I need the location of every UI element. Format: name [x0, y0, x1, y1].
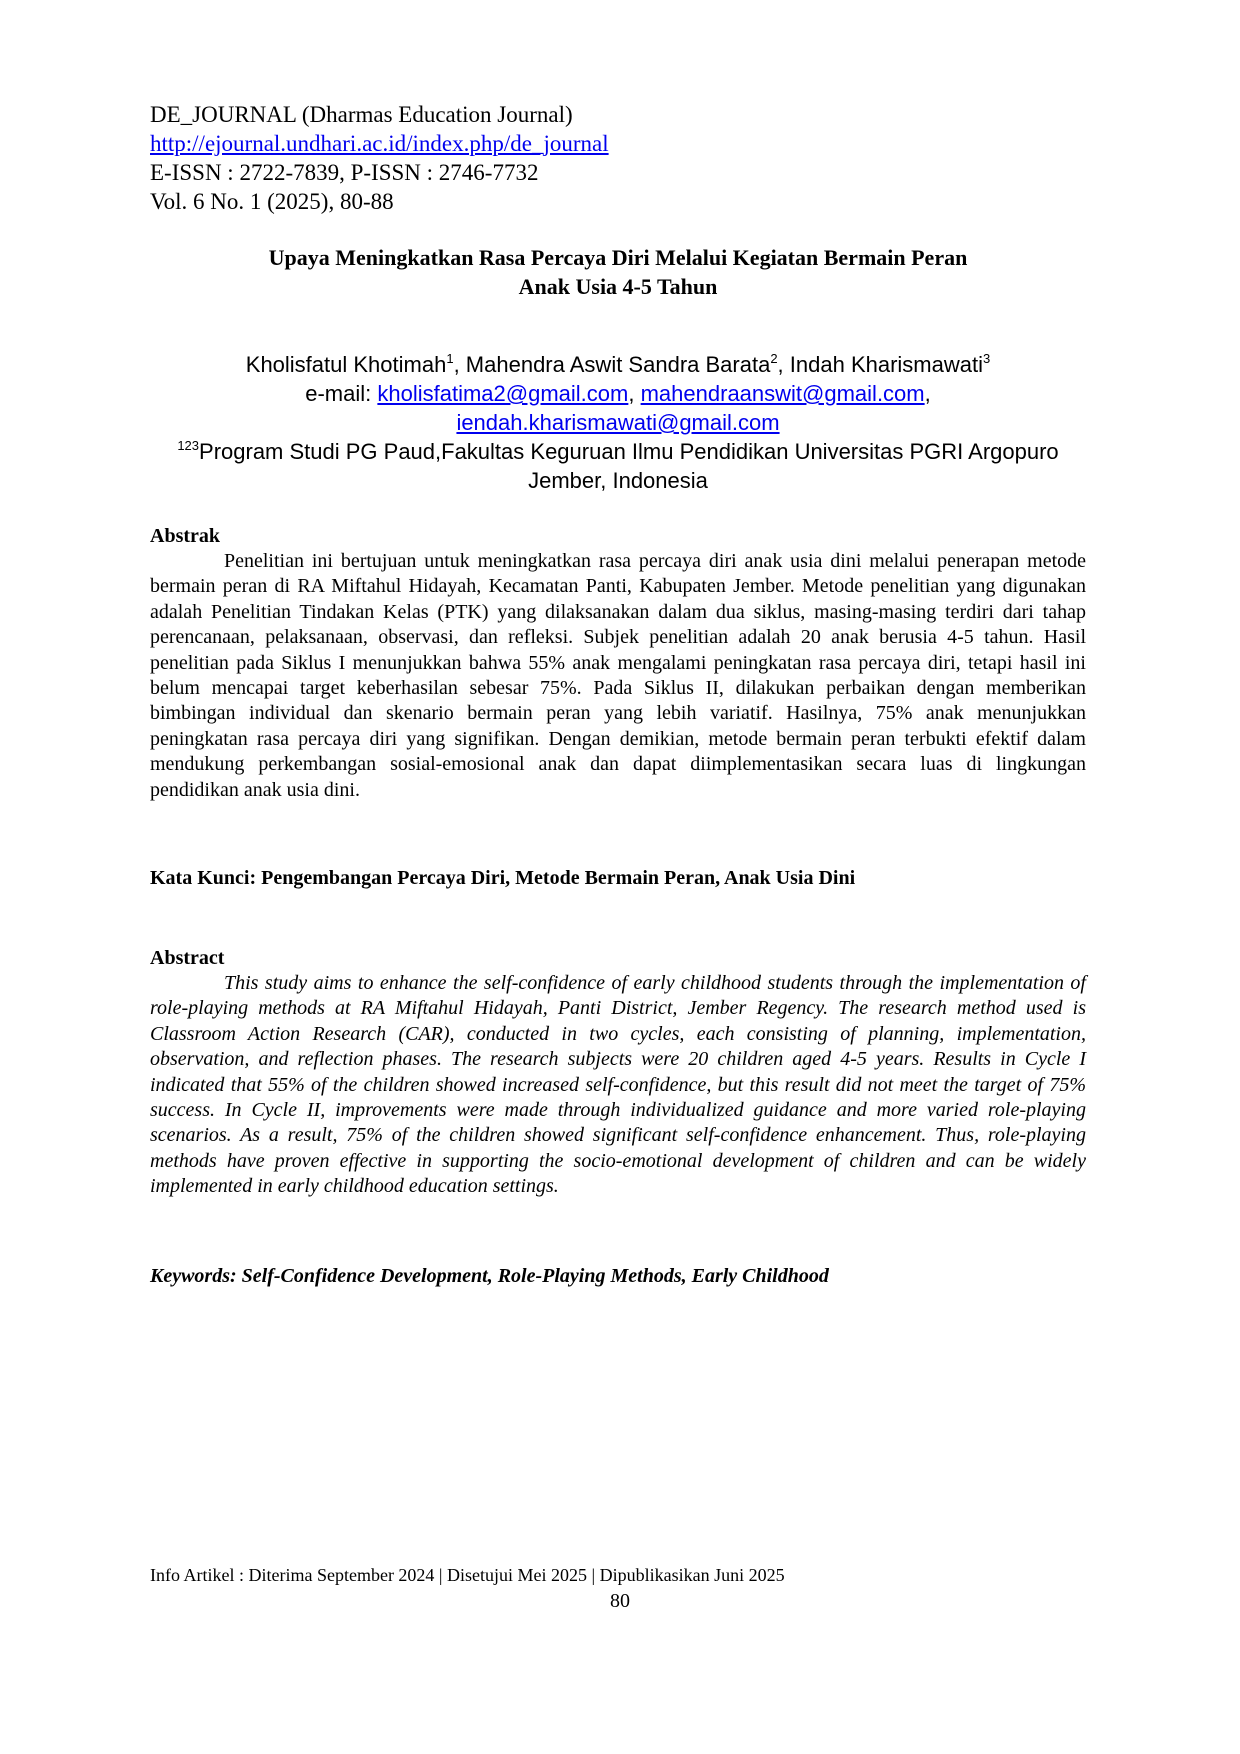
- abstrak-section: [150, 523, 1086, 803]
- author-3: Indah Kharismawati: [789, 352, 983, 377]
- author-separator: ,: [453, 352, 466, 377]
- email-link-3[interactable]: iendah.kharismawati@gmail.com: [456, 410, 780, 435]
- article-info: Info Artikel : Diterima September 2024 | Disetujui Mei 2025 | Dipublikasikan Juni 2025: [150, 1565, 785, 1585]
- email-line-2: [150, 408, 1086, 437]
- author-1: Kholisfatul Khotimah: [245, 352, 447, 377]
- journal-issn: E-ISSN : 2722-7839, P-ISSN : 2746-7732: [150, 160, 539, 185]
- email-line: [150, 379, 1086, 408]
- email-label: e-mail:: [305, 381, 378, 406]
- email-comma: ,: [924, 381, 931, 406]
- journal-name: DE_JOURNAL (Dharmas Education Journal): [150, 102, 573, 127]
- email-link-2[interactable]: mahendraanswit@gmail.com: [640, 381, 925, 406]
- abstrak-heading: Abstrak: [150, 525, 221, 547]
- affiliation-mark: 123: [177, 438, 200, 453]
- author-list: [150, 350, 1086, 379]
- page-number: 80: [610, 1590, 630, 1612]
- affiliation-line-2: Jember, Indonesia: [528, 468, 708, 493]
- abstrak-body: Penelitian ini bertujuan untuk meningkatkan rasa percaya diri anak usia dini melalui penerapan metode bermain peran di RA Miftahul Hidayah, Kecamatan Panti, Kabupaten Jember. Metode penelitian yang digunakan adalah Penelitian Tindakan Kelas (PTK) yang dilaksanakan dalam dua siklus, masing-masing terdiri dari tahap perencanaan, pelaksanaan, observasi, dan refleksi. Subjek penelitian adalah 20 anak berusia 4-5 tahun. Hasil penelitian pada Siklus I menunjukkan bahwa 55% anak mengalami peningkatan rasa percaya diri, tetapi hasil ini belum mencapai target keberhasilan sebesar 75%. Pada Siklus II, dilakukan perbaikan dengan memberikan bimbingan individual dan skenario bermain peran yang lebih variatif. Hasilnya, 75% anak menunjukkan peningkatan rasa percaya diri yang signifikan. Dengan demikian, metode bermain peran terbukti efektif dalam mendukung perkembangan sosial-emosional anak dan dapat diimplementasikan secara luas di lingkungan pendidikan anak usia dini.: [150, 550, 1086, 801]
- paper-title-line-2: Anak Usia 4-5 Tahun: [518, 274, 718, 299]
- author-3-affiliation-mark: 3: [983, 351, 991, 366]
- abstract-section: [150, 945, 1086, 1200]
- author-1-affiliation-mark: 1: [446, 351, 454, 366]
- email-comma: ,: [628, 381, 635, 406]
- author-2: Mahendra Aswit Sandra Barata: [465, 352, 771, 377]
- paper-title: [150, 243, 1086, 301]
- abstract-body: This study aims to enhance the self-confidence of early childhood students through the implementation of role-playing methods at RA Miftahul Hidayah, Panti District, Jember Regency. The research method used is Classroom Action Research (CAR), conducted in two cycles, each consisting of planning, implementation, observation, and reflection phases. The research subjects were 20 children aged 4-5 years. Results in Cycle I indicated that 55% of the children showed increased self-confidence, but this result did not meet the target of 75% success. In Cycle II, improvements were made through individualized guidance and more varied role-playing scenarios. As a result, 75% of the children showed significant self-confidence enhancement. Thus, role-playing methods have proven effective in supporting the socio-emotional development of children and can be widely implemented in early childhood education settings.: [150, 972, 1086, 1198]
- affiliation-line-1: [150, 437, 1086, 466]
- keywords: Keywords: Self-Confidence Development, Role-Playing Methods, Early Childhood: [150, 1265, 829, 1287]
- journal-header: [150, 100, 609, 216]
- kata-kunci: Kata Kunci: Pengembangan Percaya Diri, Metode Bermain Peran, Anak Usia Dini: [150, 867, 856, 889]
- paper-title-line-1: Upaya Meningkatkan Rasa Percaya Diri Melalui Kegiatan Bermain Peran: [268, 245, 968, 270]
- author-2-affiliation-mark: 2: [770, 351, 778, 366]
- affiliation-text: Program Studi PG Paud,Fakultas Keguruan Ilmu Pendidikan Universitas PGRI Argopuro: [199, 439, 1059, 464]
- author-separator: ,: [777, 352, 790, 377]
- author-block: [150, 350, 1086, 495]
- email-link-1[interactable]: kholisfatima2@gmail.com: [377, 381, 629, 406]
- abstract-heading: Abstract: [150, 947, 225, 969]
- journal-volume: Vol. 6 No. 1 (2025), 80-88: [150, 189, 394, 214]
- journal-url-link[interactable]: http://ejournal.undhari.ac.id/index.php/de_journal: [150, 131, 609, 156]
